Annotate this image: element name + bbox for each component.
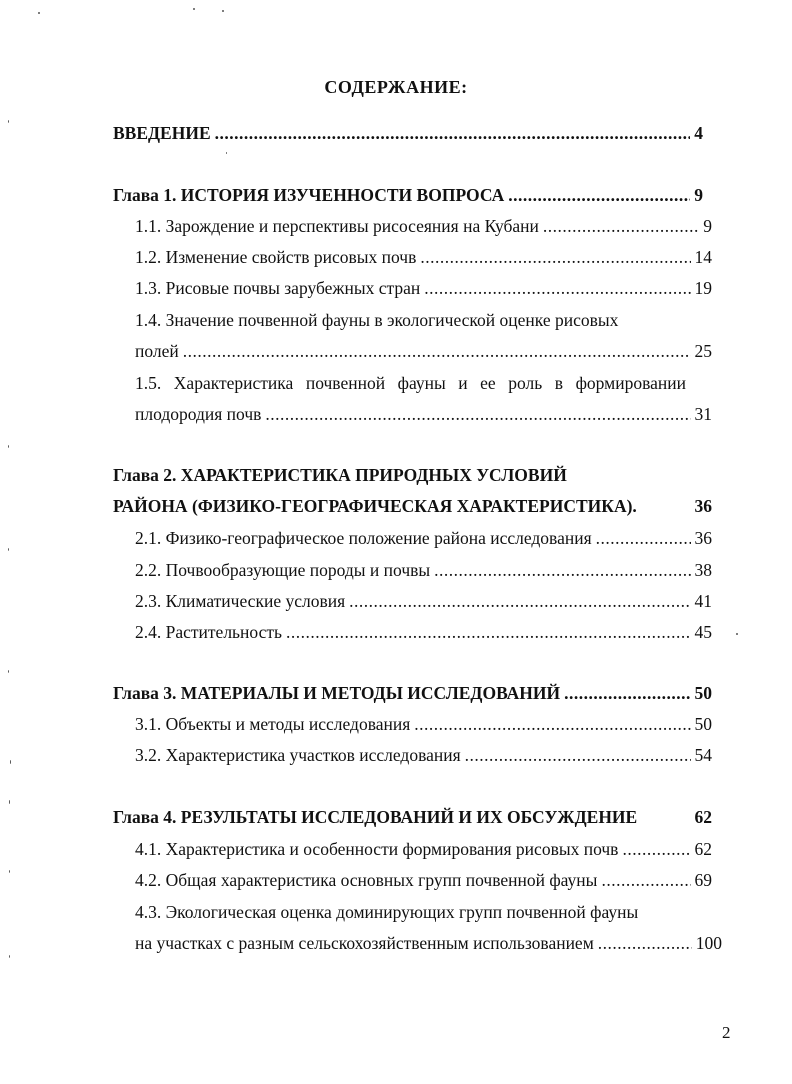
toc-entry-text: 1.1. Зарождение и перспективы рисосеяния на Кубани (135, 216, 539, 236)
scan-speck (193, 8, 195, 10)
toc-chapter-1 (113, 184, 703, 206)
toc-page-number: 36 (694, 496, 712, 516)
dot-leader (564, 682, 690, 704)
toc-section-4-1 (135, 838, 712, 860)
scan-speck (8, 670, 9, 673)
dot-leader (215, 122, 691, 144)
toc-chapter-2-line1: Глава 2. ХАРАКТЕРИСТИКА ПРИРОДНЫХ УСЛОВИЙ (113, 465, 567, 485)
scan-speck (38, 12, 40, 14)
toc-chapter-3 (113, 682, 712, 704)
toc-section-2-3 (135, 590, 712, 612)
toc-section-2-2 (135, 559, 712, 581)
toc-entry-text: 1.2. Изменение свойств рисовых почв (135, 247, 417, 267)
dot-leader (601, 869, 690, 891)
scan-speck (8, 120, 9, 123)
toc-page-number: 4 (694, 123, 703, 143)
toc-page-number: 62 (694, 807, 712, 827)
toc-page-number: 25 (694, 341, 712, 361)
toc-section-4-2 (135, 869, 712, 891)
scan-speck (226, 152, 227, 154)
toc-page-number: 45 (694, 622, 712, 642)
toc-page-number: 50 (694, 683, 712, 703)
toc-entry-text: Глава 4. РЕЗУЛЬТАТЫ ИССЛЕДОВАНИЙ И ИХ ОБСУЖДЕНИЕ (113, 807, 638, 827)
toc-entry-text: 4.2. Общая характеристика основных групп почвенной фауны (135, 870, 598, 890)
scan-speck (10, 760, 11, 764)
dot-leader (424, 277, 690, 299)
dot-leader (265, 403, 690, 425)
toc-entry-text: РАЙОНА (ФИЗИКО-ГЕОГРАФИЧЕСКАЯ ХАРАКТЕРИСТИКА). (113, 496, 637, 516)
page-number: 2 (722, 1023, 731, 1042)
toc-entry-text: 2.1. Физико-географическое положение района исследования (135, 528, 592, 548)
scan-speck (9, 870, 10, 873)
dot-leader (622, 838, 690, 860)
page-title: СОДЕРЖАНИЕ: (324, 77, 468, 97)
toc-page-number: 50 (694, 714, 712, 734)
scan-speck (736, 633, 738, 635)
toc-page-number: 100 (695, 933, 722, 953)
scan-speck (222, 10, 224, 12)
dot-leader (465, 744, 691, 766)
toc-section-3-2 (135, 744, 712, 766)
dot-leader (349, 590, 690, 612)
toc-chapter-2 (113, 495, 712, 517)
dot-leader (596, 527, 691, 549)
toc-page-number: 9 (694, 185, 703, 205)
toc-entry-text: 4.1. Характеристика и особенности формирования рисовых почв (135, 839, 619, 859)
toc-entry-text: 2.4. Растительность (135, 622, 282, 642)
toc-entry-text: Глава 3. МАТЕРИАЛЫ И МЕТОДЫ ИССЛЕДОВАНИЙ (113, 683, 561, 703)
dot-leader (183, 340, 691, 362)
toc-section-2-1 (135, 527, 712, 549)
dot-leader (414, 713, 690, 735)
toc-page-number: 62 (694, 839, 712, 859)
toc-page-number: 38 (694, 560, 712, 580)
scan-speck (8, 548, 9, 551)
toc-section-1-4 (135, 340, 712, 362)
toc-entry-text: на участках с разным сельскохозяйственным использованием (135, 933, 594, 953)
dot-leader (598, 932, 692, 954)
scan-speck (9, 955, 10, 958)
toc-page-number: 14 (694, 247, 712, 267)
dot-leader (508, 184, 690, 206)
toc-section-4-3 (135, 932, 722, 954)
toc-section-3-1 (135, 713, 712, 735)
toc-section-1-5 (135, 403, 712, 425)
toc-entry-text: полей (135, 341, 179, 361)
toc-section-1-1 (135, 215, 712, 237)
toc-entry-text: 2.3. Климатические условия (135, 591, 346, 611)
toc-page-number: 41 (694, 591, 712, 611)
toc-entry-text: 3.1. Объекты и методы исследования (135, 714, 411, 734)
dot-leader (420, 246, 690, 268)
toc-entry-text: ВВЕДЕНИЕ (113, 123, 211, 143)
dot-leader (434, 559, 690, 581)
toc-entry-text: 1.3. Рисовые почвы зарубежных стран (135, 278, 421, 298)
toc-entry-text: 2.2. Почвообразующие породы и почвы (135, 560, 431, 580)
toc-page-number: 36 (694, 528, 712, 548)
toc-entry-text: Глава 1. ИСТОРИЯ ИЗУЧЕННОСТИ ВОПРОСА (113, 185, 505, 205)
toc-entry-intro (113, 122, 703, 144)
toc-section-4-3-line1: 4.3. Экологическая оценка доминирующих групп почвенной фауны (135, 902, 639, 922)
toc-section-1-5-line1: 1.5. Характеристика почвенной фауны и ее роль в формировании (135, 373, 686, 393)
toc-page-number: 54 (694, 745, 712, 765)
toc-page-number: 19 (694, 278, 712, 298)
dot-leader (286, 621, 691, 643)
toc-chapter-4 (113, 806, 712, 828)
scan-speck (8, 445, 9, 448)
toc-section-1-4-line1: 1.4. Значение почвенной фауны в экологической оценке рисовых (135, 310, 619, 330)
toc-page-number: 69 (694, 870, 712, 890)
toc-page-number: 9 (703, 216, 712, 236)
toc-section-1-3 (135, 277, 712, 299)
toc-entry-text: 3.2. Характеристика участков исследования (135, 745, 461, 765)
toc-page-number: 31 (694, 404, 712, 424)
scan-speck (9, 800, 10, 804)
toc-section-2-4 (135, 621, 712, 643)
toc-section-1-2 (135, 246, 712, 268)
dot-leader (543, 215, 699, 237)
toc-entry-text: плодородия почв (135, 404, 262, 424)
